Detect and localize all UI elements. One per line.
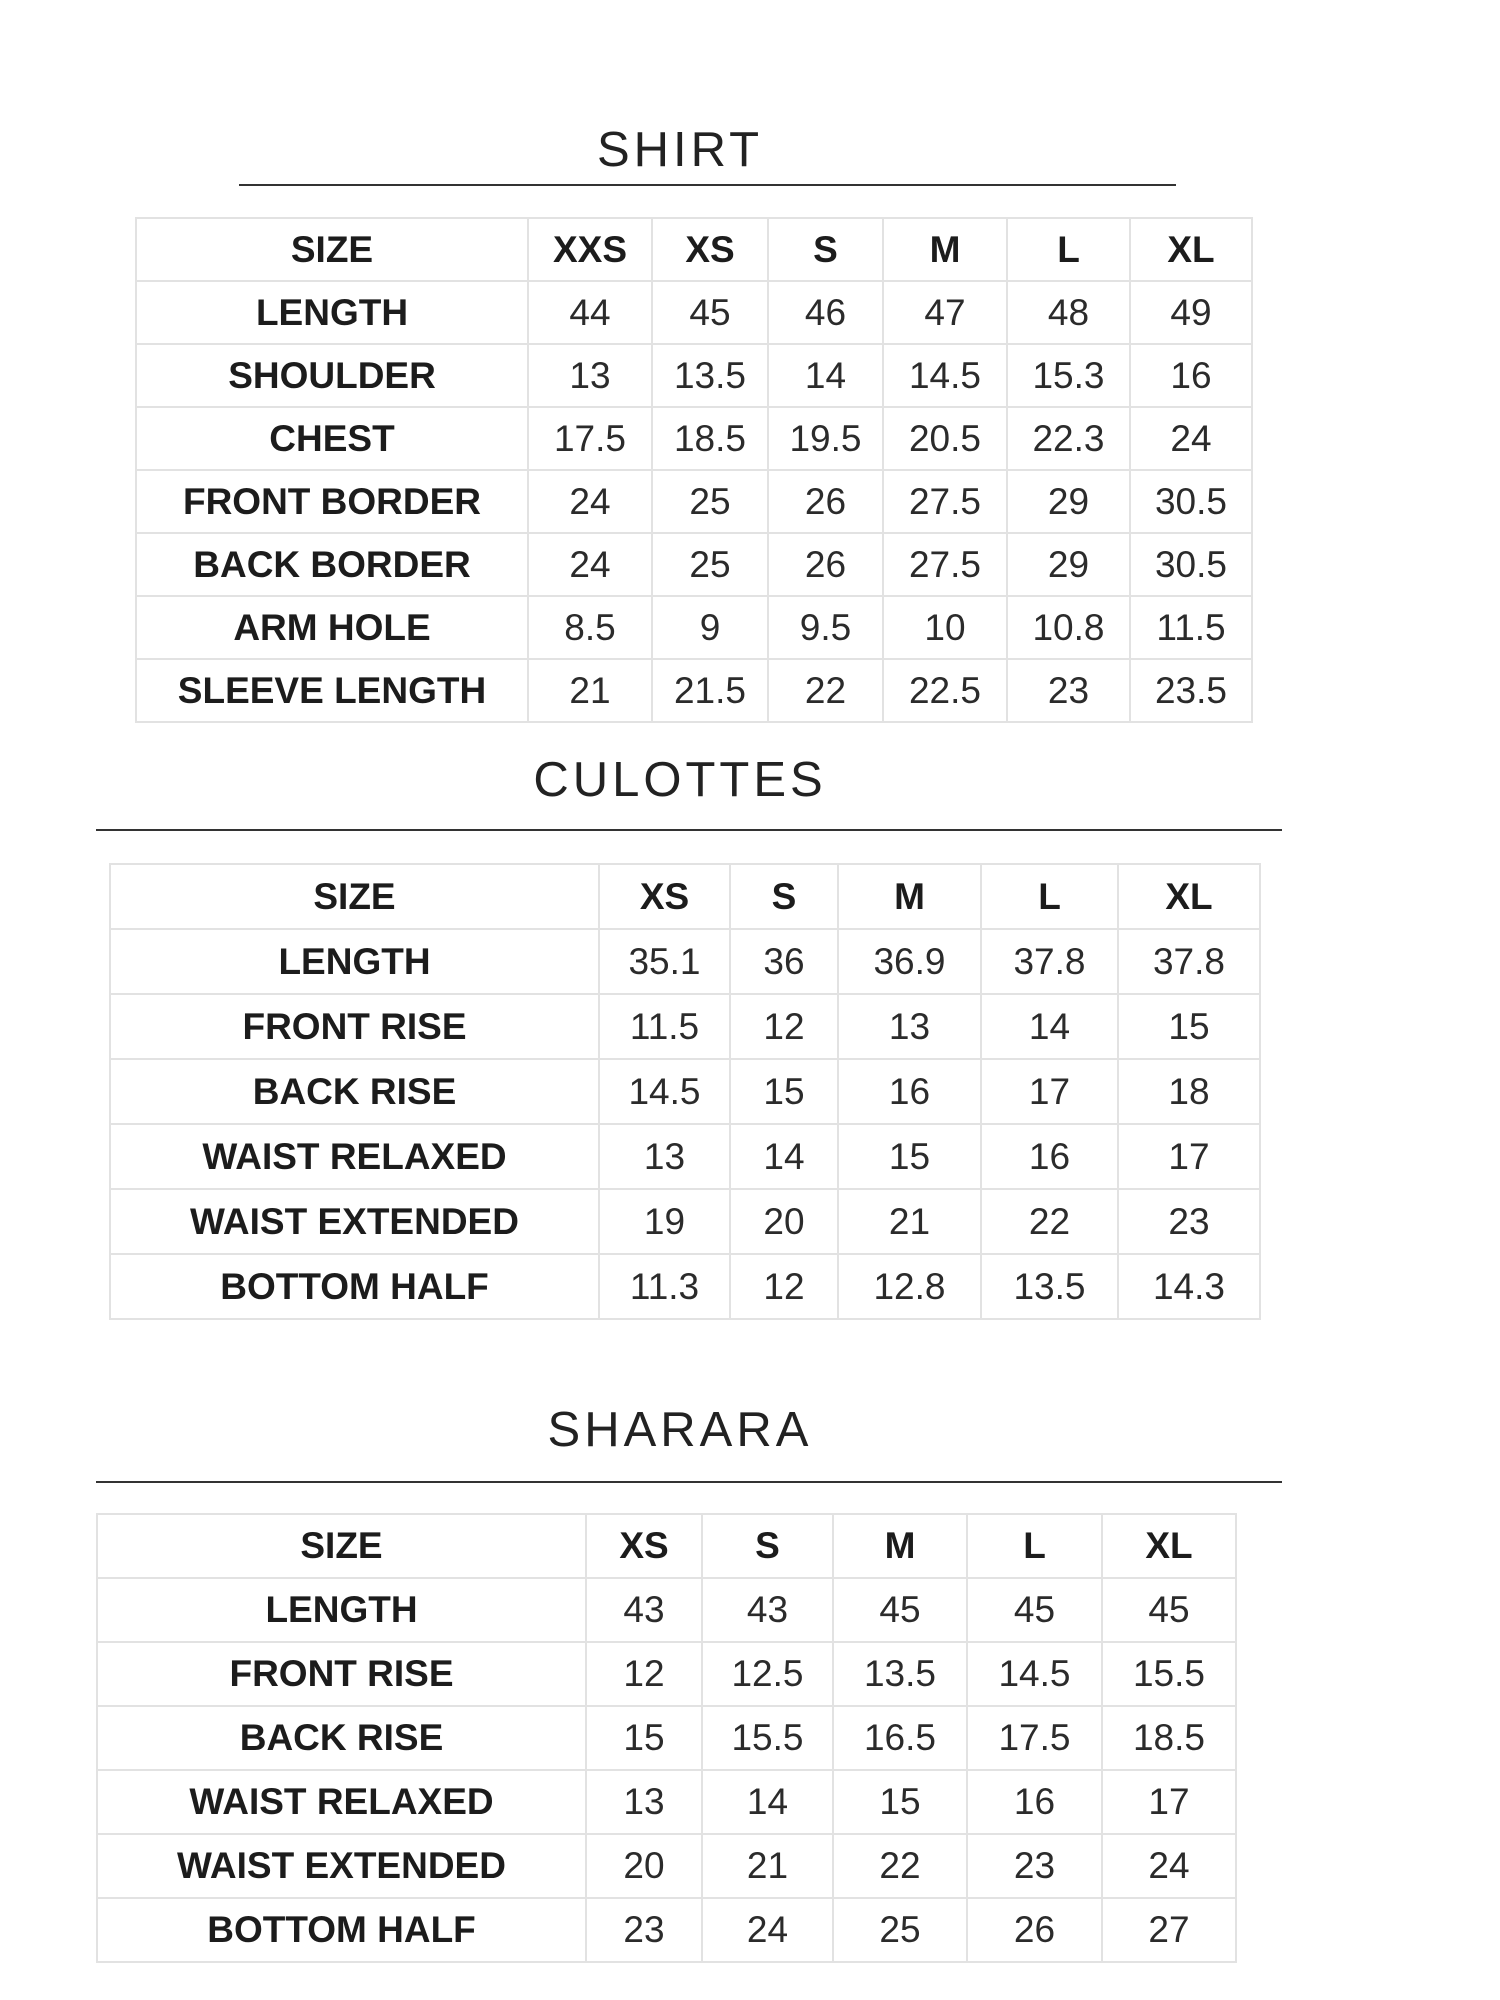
measurement-cell: 36.9 — [838, 929, 981, 994]
culottes-title: CULOTTES — [533, 753, 827, 807]
measurement-cell: 25 — [652, 470, 768, 533]
measurement-cell: 44 — [528, 281, 652, 344]
measurement-cell: 12.8 — [838, 1254, 981, 1319]
column-header-l: L — [981, 864, 1118, 929]
table-row — [136, 344, 1252, 407]
measurement-cell: 49 — [1130, 281, 1252, 344]
measurement-cell: 23 — [1007, 659, 1130, 722]
measurement-cell: 14.5 — [883, 344, 1007, 407]
measurement-cell: 14 — [730, 1124, 838, 1189]
table-row — [110, 994, 1260, 1059]
row-label: WAIST EXTENDED — [110, 1189, 599, 1254]
row-label: FRONT RISE — [97, 1642, 586, 1706]
measurement-cell: 29 — [1007, 470, 1130, 533]
measurement-cell: 14.3 — [1118, 1254, 1260, 1319]
measurement-cell: 25 — [652, 533, 768, 596]
sharara-header-row — [97, 1514, 1236, 1578]
row-label: SHOULDER — [136, 344, 528, 407]
culottes-header-row — [110, 864, 1260, 929]
measurement-cell: 30.5 — [1130, 470, 1252, 533]
measurement-cell: 30.5 — [1130, 533, 1252, 596]
row-label: LENGTH — [136, 281, 528, 344]
column-header-size: SIZE — [97, 1514, 586, 1578]
table-row — [136, 596, 1252, 659]
measurement-cell: 37.8 — [1118, 929, 1260, 994]
measurement-cell: 12 — [730, 994, 838, 1059]
measurement-cell: 12.5 — [702, 1642, 833, 1706]
column-header-m: M — [883, 218, 1007, 281]
measurement-cell: 24 — [1102, 1834, 1236, 1898]
measurement-cell: 22 — [768, 659, 883, 722]
row-label: LENGTH — [97, 1578, 586, 1642]
measurement-cell: 14 — [768, 344, 883, 407]
sharara-size-table — [96, 1513, 1237, 1963]
measurement-cell: 18.5 — [1102, 1706, 1236, 1770]
shirt-header-row — [136, 218, 1252, 281]
column-header-xl: XL — [1130, 218, 1252, 281]
measurement-cell: 16 — [838, 1059, 981, 1124]
table-row — [136, 659, 1252, 722]
row-label: BOTTOM HALF — [97, 1898, 586, 1962]
measurement-cell: 27.5 — [883, 533, 1007, 596]
row-label: BACK RISE — [110, 1059, 599, 1124]
measurement-cell: 10.8 — [1007, 596, 1130, 659]
row-label: BACK RISE — [97, 1706, 586, 1770]
table-row — [97, 1898, 1236, 1962]
measurement-cell: 17 — [981, 1059, 1118, 1124]
measurement-cell: 16 — [981, 1124, 1118, 1189]
column-header-xl: XL — [1118, 864, 1260, 929]
shirt-title: SHIRT — [596, 123, 764, 177]
column-header-s: S — [702, 1514, 833, 1578]
measurement-cell: 13.5 — [652, 344, 768, 407]
measurement-cell: 17.5 — [528, 407, 652, 470]
row-label: BOTTOM HALF — [110, 1254, 599, 1319]
table-row — [97, 1642, 1236, 1706]
measurement-cell: 15 — [1118, 994, 1260, 1059]
measurement-cell: 18 — [1118, 1059, 1260, 1124]
measurement-cell: 45 — [833, 1578, 967, 1642]
measurement-cell: 26 — [768, 533, 883, 596]
table-row — [110, 1254, 1260, 1319]
measurement-cell: 45 — [652, 281, 768, 344]
table-row — [110, 929, 1260, 994]
measurement-cell: 13.5 — [981, 1254, 1118, 1319]
table-row — [136, 281, 1252, 344]
row-label: WAIST RELAXED — [97, 1770, 586, 1834]
measurement-cell: 20 — [730, 1189, 838, 1254]
row-label: FRONT RISE — [110, 994, 599, 1059]
table-row — [136, 470, 1252, 533]
measurement-cell: 12 — [730, 1254, 838, 1319]
measurement-cell: 24 — [702, 1898, 833, 1962]
table-row — [97, 1834, 1236, 1898]
column-header-m: M — [833, 1514, 967, 1578]
row-label: LENGTH — [110, 929, 599, 994]
measurement-cell: 29 — [1007, 533, 1130, 596]
measurement-cell: 20.5 — [883, 407, 1007, 470]
measurement-cell: 47 — [883, 281, 1007, 344]
table-row — [110, 1189, 1260, 1254]
column-header-size: SIZE — [136, 218, 528, 281]
measurement-cell: 14.5 — [967, 1642, 1102, 1706]
measurement-cell: 19 — [599, 1189, 730, 1254]
measurement-cell: 12 — [586, 1642, 702, 1706]
shirt-size-table — [135, 217, 1253, 723]
measurement-cell: 22.5 — [883, 659, 1007, 722]
measurement-cell: 13 — [838, 994, 981, 1059]
measurement-cell: 18.5 — [652, 407, 768, 470]
column-header-l: L — [1007, 218, 1130, 281]
measurement-cell: 14 — [702, 1770, 833, 1834]
measurement-cell: 24 — [528, 470, 652, 533]
measurement-cell: 15 — [838, 1124, 981, 1189]
measurement-cell: 23.5 — [1130, 659, 1252, 722]
measurement-cell: 26 — [967, 1898, 1102, 1962]
measurement-cell: 15 — [833, 1770, 967, 1834]
measurement-cell: 13 — [599, 1124, 730, 1189]
column-header-xs: XS — [652, 218, 768, 281]
measurement-cell: 10 — [883, 596, 1007, 659]
column-header-size: SIZE — [110, 864, 599, 929]
column-header-l: L — [967, 1514, 1102, 1578]
measurement-cell: 17 — [1102, 1770, 1236, 1834]
measurement-cell: 23 — [586, 1898, 702, 1962]
measurement-cell: 15.5 — [1102, 1642, 1236, 1706]
measurement-cell: 22 — [981, 1189, 1118, 1254]
measurement-cell: 13 — [586, 1770, 702, 1834]
measurement-cell: 45 — [967, 1578, 1102, 1642]
shirt-divider — [239, 184, 1176, 186]
measurement-cell: 17.5 — [967, 1706, 1102, 1770]
measurement-cell: 14 — [981, 994, 1118, 1059]
measurement-cell: 35.1 — [599, 929, 730, 994]
column-header-xxs: XXS — [528, 218, 652, 281]
measurement-cell: 23 — [967, 1834, 1102, 1898]
measurement-cell: 16.5 — [833, 1706, 967, 1770]
row-label: ARM HOLE — [136, 596, 528, 659]
sharara-divider — [96, 1481, 1282, 1483]
measurement-cell: 27 — [1102, 1898, 1236, 1962]
measurement-cell: 43 — [586, 1578, 702, 1642]
measurement-cell: 26 — [768, 470, 883, 533]
column-header-xs: XS — [586, 1514, 702, 1578]
measurement-cell: 24 — [1130, 407, 1252, 470]
measurement-cell: 11.5 — [599, 994, 730, 1059]
measurement-cell: 15.3 — [1007, 344, 1130, 407]
measurement-cell: 22.3 — [1007, 407, 1130, 470]
measurement-cell: 20 — [586, 1834, 702, 1898]
row-label: WAIST RELAXED — [110, 1124, 599, 1189]
row-label: FRONT BORDER — [136, 470, 528, 533]
measurement-cell: 21 — [838, 1189, 981, 1254]
measurement-cell: 21.5 — [652, 659, 768, 722]
measurement-cell: 48 — [1007, 281, 1130, 344]
table-row — [97, 1578, 1236, 1642]
measurement-cell: 43 — [702, 1578, 833, 1642]
column-header-xl: XL — [1102, 1514, 1236, 1578]
measurement-cell: 9.5 — [768, 596, 883, 659]
column-header-s: S — [730, 864, 838, 929]
row-label: BACK BORDER — [136, 533, 528, 596]
table-row — [136, 533, 1252, 596]
measurement-cell: 45 — [1102, 1578, 1236, 1642]
column-header-s: S — [768, 218, 883, 281]
measurement-cell: 37.8 — [981, 929, 1118, 994]
measurement-cell: 15.5 — [702, 1706, 833, 1770]
measurement-cell: 21 — [528, 659, 652, 722]
measurement-cell: 25 — [833, 1898, 967, 1962]
measurement-cell: 46 — [768, 281, 883, 344]
measurement-cell: 19.5 — [768, 407, 883, 470]
measurement-cell: 16 — [1130, 344, 1252, 407]
column-header-m: M — [838, 864, 981, 929]
table-row — [97, 1770, 1236, 1834]
measurement-cell: 9 — [652, 596, 768, 659]
measurement-cell: 15 — [730, 1059, 838, 1124]
table-row — [97, 1706, 1236, 1770]
row-label: SLEEVE LENGTH — [136, 659, 528, 722]
measurement-cell: 23 — [1118, 1189, 1260, 1254]
measurement-cell: 27.5 — [883, 470, 1007, 533]
measurement-cell: 24 — [528, 533, 652, 596]
measurement-cell: 16 — [967, 1770, 1102, 1834]
table-row — [110, 1059, 1260, 1124]
culottes-size-table — [109, 863, 1261, 1320]
measurement-cell: 13 — [528, 344, 652, 407]
sharara-title: SHARARA — [547, 1403, 813, 1457]
measurement-cell: 13.5 — [833, 1642, 967, 1706]
column-header-xs: XS — [599, 864, 730, 929]
table-row — [136, 407, 1252, 470]
measurement-cell: 15 — [586, 1706, 702, 1770]
measurement-cell: 11.3 — [599, 1254, 730, 1319]
measurement-cell: 8.5 — [528, 596, 652, 659]
row-label: CHEST — [136, 407, 528, 470]
table-row — [110, 1124, 1260, 1189]
measurement-cell: 22 — [833, 1834, 967, 1898]
measurement-cell: 36 — [730, 929, 838, 994]
culottes-divider — [96, 829, 1282, 831]
row-label: WAIST EXTENDED — [97, 1834, 586, 1898]
measurement-cell: 11.5 — [1130, 596, 1252, 659]
measurement-cell: 17 — [1118, 1124, 1260, 1189]
measurement-cell: 14.5 — [599, 1059, 730, 1124]
measurement-cell: 21 — [702, 1834, 833, 1898]
